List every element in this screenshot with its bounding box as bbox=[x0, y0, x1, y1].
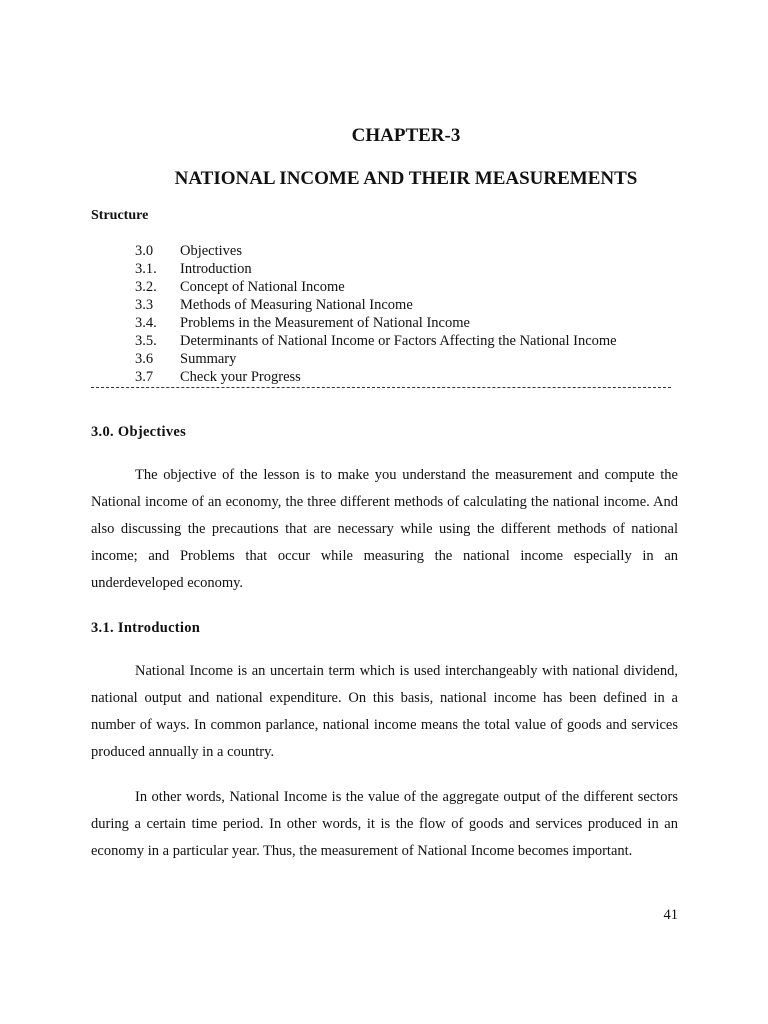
structure-list bbox=[135, 242, 695, 386]
structure-item-number: 3.5. bbox=[135, 333, 157, 349]
structure-item bbox=[135, 260, 695, 278]
chapter-subtitle: NATIONAL INCOME AND THEIR MEASUREMENTS bbox=[174, 168, 638, 189]
structure-item bbox=[135, 278, 695, 296]
structure-item bbox=[135, 242, 695, 260]
structure-item-number: 3.2. bbox=[135, 279, 157, 295]
dashed-divider bbox=[91, 387, 671, 388]
structure-item-text: Problems in the Measurement of National Income bbox=[180, 315, 470, 331]
structure-item-number: 3.6 bbox=[135, 351, 154, 367]
structure-item-number: 3.0 bbox=[135, 243, 154, 259]
structure-item-number: 3.1. bbox=[135, 261, 157, 277]
structure-item-text: Introduction bbox=[180, 261, 252, 277]
structure-item bbox=[135, 332, 695, 350]
structure-item-number: 3.4. bbox=[135, 315, 157, 331]
structure-item bbox=[135, 350, 695, 368]
objectives-heading: 3.0. Objectives bbox=[91, 424, 187, 440]
structure-item-number: 3.3 bbox=[135, 297, 154, 313]
structure-item bbox=[135, 296, 695, 314]
structure-item bbox=[135, 368, 695, 386]
introduction-paragraph-1: National Income is an uncertain term which is used interchangeably with national dividend, national output and national expenditure. On this basis, national income has been defined in a number of ways. In common parlance, national income means the total value of goods and services produced annually in a country. bbox=[91, 663, 678, 760]
structure-item-text: Objectives bbox=[180, 243, 243, 259]
structure-item-text: Check your Progress bbox=[180, 369, 301, 385]
structure-item-text: Summary bbox=[180, 351, 237, 367]
structure-item-text: Methods of Measuring National Income bbox=[180, 297, 413, 313]
chapter-title: CHAPTER-3 bbox=[351, 125, 461, 146]
structure-item-text: Determinants of National Income or Factors Affecting the National Income bbox=[180, 333, 617, 349]
page-number: 41 bbox=[663, 907, 678, 923]
structure-item-text: Concept of National Income bbox=[180, 279, 345, 295]
objectives-paragraph: The objective of the lesson is to make you understand the measurement and compute the National income of an economy, the three different methods of calculating the national income. And also discussing the precautions that are necessary while using the different methods of national income; and Problems that occur while measuring the national income especially in an underdeveloped economy. bbox=[91, 467, 678, 591]
structure-heading: Structure bbox=[91, 208, 149, 223]
introduction-paragraph-2: In other words, National Income is the value of the aggregate output of the different sectors during a certain time period. In other words, it is the flow of goods and services produced in an economy in a particular year. Thus, the measurement of National Income becomes important. bbox=[91, 789, 678, 859]
structure-item bbox=[135, 314, 695, 332]
introduction-heading: 3.1. Introduction bbox=[91, 620, 201, 636]
structure-item-number: 3.7 bbox=[135, 369, 154, 385]
